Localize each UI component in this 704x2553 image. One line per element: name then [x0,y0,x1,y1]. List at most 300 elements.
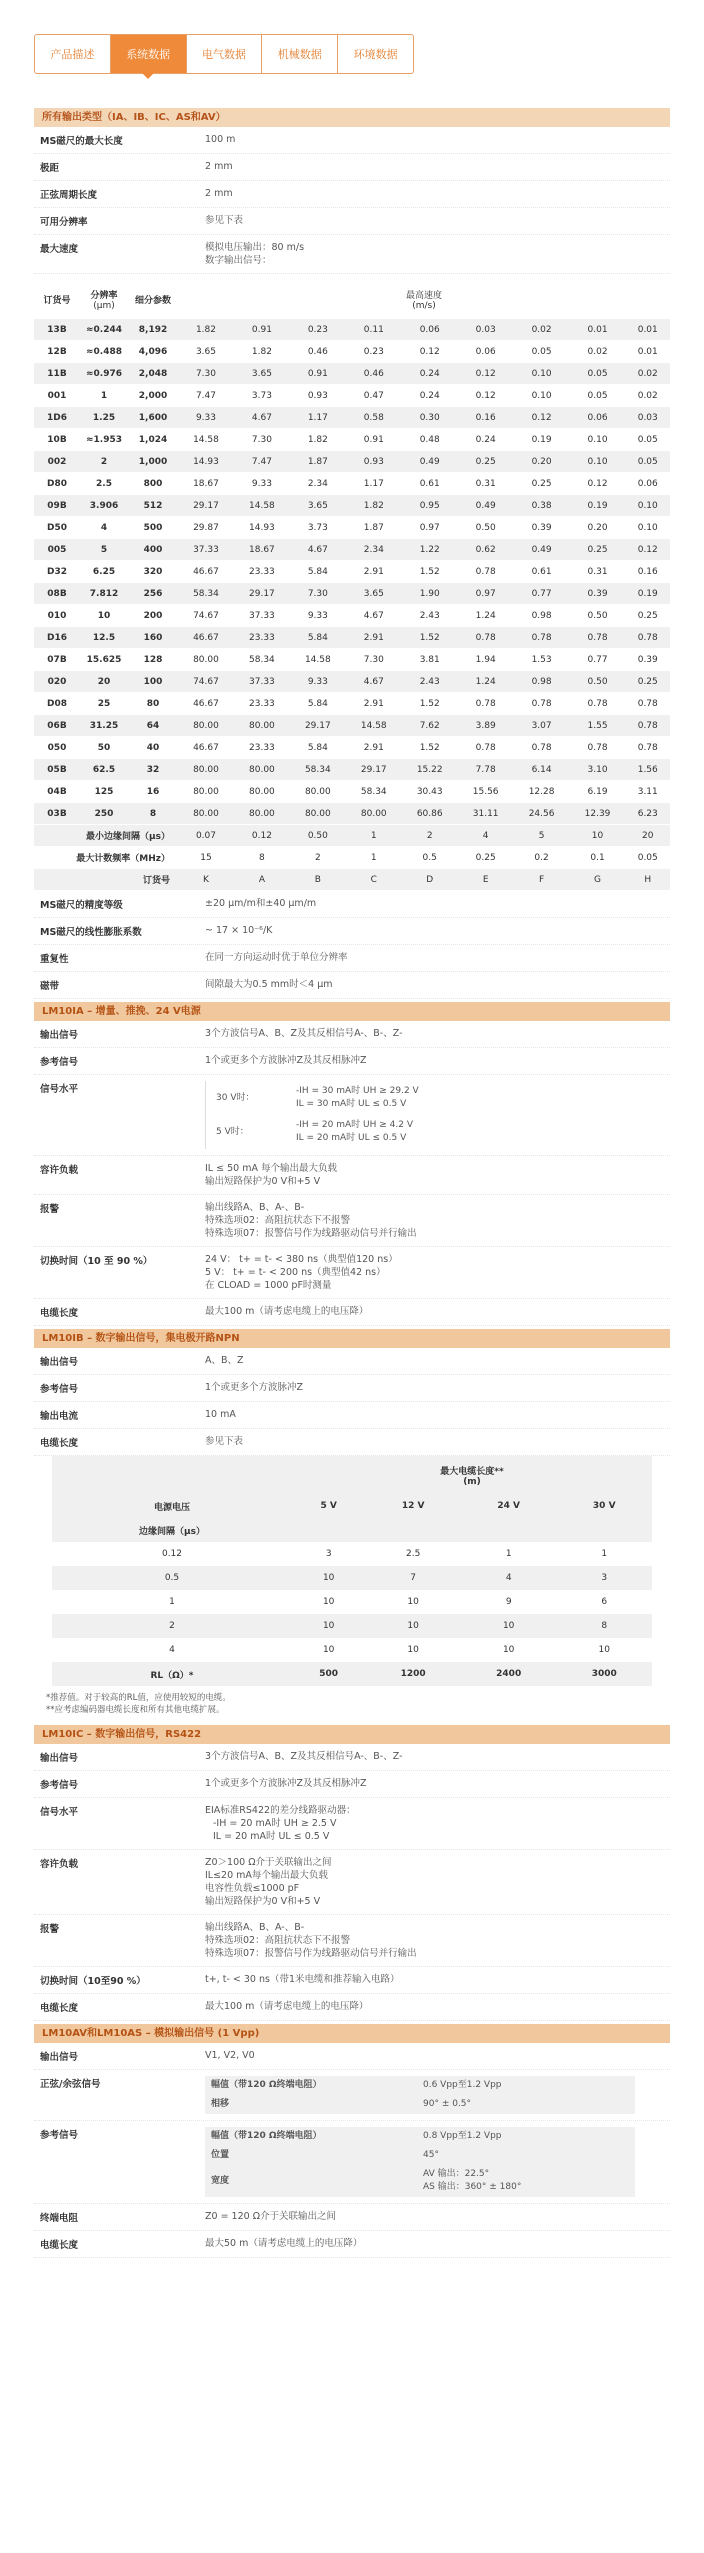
table-cell: 0.50 [570,671,626,693]
termination-label: 终端电阻 [40,2213,79,2224]
table-cell: 46.67 [178,561,234,583]
table-cell: 20 [626,825,671,847]
table-cell: 58.34 [234,649,290,671]
table-cell: 400 [128,539,178,561]
load-label: 容许负载 [40,1165,79,1176]
line: Z0＞100 Ω介于关联输出之间 [205,1857,332,1868]
table-cell: 0.16 [626,561,671,583]
table-cell: 14.58 [346,715,402,737]
table-cell: 0.61 [402,473,458,495]
table-cell: 14.58 [234,495,290,517]
table-cell: 0.01 [626,319,671,341]
table-cell: 3.906 [80,495,128,517]
table-cell: 0.78 [458,737,514,759]
table-cell: 14.93 [178,451,234,473]
level-30v: 30 V时： [216,1092,255,1103]
sincos-value [205,2070,670,2120]
table-cell: 320 [128,561,178,583]
table-cell: 11B [34,363,80,385]
note: **应考虑编码器电缆长度和所有其他电缆扩展。 [46,1705,225,1715]
spec-value: 2 mm [205,161,233,172]
spec-label: 极距 [40,163,60,174]
table-cell: ≈1.953 [80,429,128,451]
table-cell: 58.34 [178,583,234,605]
table-row [34,495,670,517]
table-row [34,561,670,583]
table-cell: 0.97 [402,517,458,539]
table-cell: 80.00 [290,781,346,803]
cable-label: 电缆长度 [40,2003,79,2014]
notes [34,1686,670,1722]
cable-row [34,2231,670,2258]
table-cell: 3.73 [234,385,290,407]
table-cell: 8,192 [128,319,178,341]
table-cell: 0.12 [514,407,570,429]
table-cell: 0.24 [458,429,514,451]
table-row [34,451,670,473]
table-cell: 80.00 [234,715,290,737]
table-cell: ≈0.244 [80,319,128,341]
table-cell: 0.05 [514,341,570,363]
rl-label: RL（Ω）* [52,1662,292,1686]
line: 特殊选项02：高阻抗状态下不报警 [205,1215,351,1226]
table-row [34,737,670,759]
spec-value: 在同一方向运动时优于单位分辨率 [205,952,348,963]
table-cell: 74.67 [178,671,234,693]
signal-level-value [205,1075,670,1155]
table-cell: 0.20 [514,451,570,473]
table-cell: 0.93 [290,385,346,407]
table-cell: 005 [34,539,80,561]
rl-cell: 500 [292,1662,365,1686]
line: 输出线路A、B、A-、B- [205,1922,305,1933]
table-cell: D16 [34,627,80,649]
table-cell: 05B [34,759,80,781]
table-row [34,715,670,737]
matrix-cell: 4 [461,1566,557,1590]
spec-value: 1个或更多个方波脉冲Z [205,1382,304,1393]
table-cell: 2,000 [128,385,178,407]
alarm-value [205,1915,670,1966]
table-cell: 0.02 [514,319,570,341]
table-cell: 7.47 [178,385,234,407]
table-cell: 0.31 [570,561,626,583]
table-cell: 2.34 [346,539,402,561]
table-cell: 46.67 [178,737,234,759]
empty-cell [556,1518,652,1542]
load-value [205,1850,670,1914]
table-cell: 0.78 [626,693,671,715]
table-cell: 12B [34,341,80,363]
table-cell: 1.24 [458,605,514,627]
table-cell: 1.82 [234,341,290,363]
table-cell: 4.67 [290,539,346,561]
spec-label: MS磁尺的精度等级 [40,900,123,911]
table-cell: 512 [128,495,178,517]
table-cell: 0.06 [402,319,458,341]
table-cell: 4.67 [234,407,290,429]
rl-cell: 3000 [556,1662,652,1686]
table-cell: 0.11 [346,319,402,341]
table-cell: 23.33 [234,627,290,649]
table-cell: 1.52 [402,693,458,715]
signal-level-row [34,1075,670,1156]
table-cell: 500 [128,517,178,539]
table-cell: 1,024 [128,429,178,451]
table-cell: 80.00 [178,715,234,737]
line: 电容性负载≤1000 pF [205,1883,300,1894]
table-cell: 46.67 [178,693,234,715]
table-row [34,605,670,627]
table-cell: 0.98 [514,605,570,627]
tab-1[interactable]: 系统数据 [111,35,187,73]
table-cell: 0.78 [570,737,626,759]
matrix-cell: 10 [322,1645,335,1655]
spec-row [34,1375,670,1402]
col-speed-title: 最高速度 [405,290,442,301]
table-cell: 6.19 [570,781,626,803]
table-cell: 0.19 [514,429,570,451]
spec-row [34,1048,670,1075]
matrix-cell: 1 [601,1549,608,1559]
table-cell: 1.82 [178,319,234,341]
footer-label: 最小边缘间隔（μs） [34,825,178,847]
table-row [34,319,670,341]
output-value: V1, V2, V0 [205,2050,255,2061]
table-row [34,341,670,363]
line: 特殊选项07：报警信号作为线路驱动信号并行输出 [205,1948,417,1959]
col-speed [178,280,670,319]
table-cell: 18.67 [178,473,234,495]
table-cell: 0.61 [514,561,570,583]
spec-value: 10 mA [205,1409,236,1420]
spec-value: 100 m [205,134,236,145]
table-cell: 0.10 [570,429,626,451]
table-cell: 37.33 [234,671,290,693]
line: 特殊选项02：高阻抗状态下不报警 [205,1935,351,1946]
col-sub: 细分参数 [128,280,178,319]
spec-label: 正弦周期长度 [40,190,98,201]
level-5v: 5 V时： [216,1126,249,1137]
table-cell: 80.00 [178,781,234,803]
table-cell: 29.17 [346,759,402,781]
table-cell: 0.31 [458,473,514,495]
table-cell: 3.73 [290,517,346,539]
volt-row [52,1494,652,1518]
spec-row [34,127,670,154]
table-cell: 0.05 [626,429,671,451]
table-cell: 15.56 [458,781,514,803]
table-cell: 8 [128,803,178,825]
rl-cell: 2400 [461,1662,557,1686]
table-cell: 0.01 [626,341,671,363]
spec-label: 参考信号 [40,1780,79,1791]
spec-label: 参考信号 [40,1384,79,1395]
table-cell: 0.24 [402,363,458,385]
spec-row [34,918,670,945]
spec-value: ~ 17 × 10⁻⁶/K [205,925,273,936]
table-cell: 4 [458,825,514,847]
matrix-cell: 0.12 [161,1549,183,1559]
volt-label: 电源电压 [52,1494,292,1518]
table-cell: 9.33 [290,605,346,627]
table-cell: 0.78 [626,715,671,737]
table-cell: 3.65 [234,363,290,385]
matrix-corner [52,1456,292,1494]
table-cell: A [234,869,290,891]
max-cable-unit: (m) [463,1476,481,1487]
note: *推荐值。对于较高的RL值，应使用较短的电缆。 [46,1693,231,1703]
table-cell: 80.00 [346,803,402,825]
table-cell: 100 [128,671,178,693]
spec-row [34,1744,670,1771]
table-cell: 1.24 [458,671,514,693]
cable-label: 电缆长度 [40,2240,79,2251]
table-cell: 0.10 [514,363,570,385]
table-cell: 9.33 [178,407,234,429]
spec-row [34,891,670,918]
table-cell: 62.5 [80,759,128,781]
table-cell: 0.91 [346,429,402,451]
tab-4[interactable]: 环境数据 [353,48,398,61]
table-cell: 7.30 [234,429,290,451]
table-cell: 020 [34,671,80,693]
table-cell: 0.50 [458,517,514,539]
edge-row [52,1518,652,1542]
table-cell: 08B [34,583,80,605]
table-cell: 64 [128,715,178,737]
switch-value: t+, t- < 30 ns（带1米电缆和推荐输入电路） [205,1974,400,1985]
line: 特殊选项07：报警信号作为线路驱动信号并行输出 [205,1228,417,1239]
table-cell: 1.87 [346,517,402,539]
table-cell: 0.39 [570,583,626,605]
load-row [34,1850,670,1915]
tab-0[interactable]: 产品描述 [35,35,111,73]
table-cell: 23.33 [234,561,290,583]
alarm-label: 报警 [40,1924,60,1935]
table-cell: 6.25 [80,561,128,583]
sincos-row [34,2070,670,2121]
table-cell: 14.58 [290,649,346,671]
cable-row [34,1299,670,1326]
table-cell: 0.62 [458,539,514,561]
matrix-cell: 1 [505,1549,512,1559]
table-cell: 80.00 [178,649,234,671]
switch-label: 切换时间（10 至 90 %） [40,1256,153,1267]
table-cell: 1 [346,847,402,869]
table-cell: 4.67 [346,671,402,693]
table-row [34,473,670,495]
table-cell: 0.25 [458,451,514,473]
table-row [34,385,670,407]
table-cell: 0.78 [514,693,570,715]
table-cell: 0.10 [626,517,671,539]
table-cell: 1.56 [626,759,671,781]
table-cell: 0.02 [626,385,671,407]
table-cell: 50 [80,737,128,759]
table-cell: 128 [128,649,178,671]
table-cell: 7.812 [80,583,128,605]
switch-row [34,1247,670,1299]
amp-value: 0.6 Vpp至1.2 Vpp [423,2080,502,2090]
table-cell: 1.25 [80,407,128,429]
switch-value [205,1247,670,1298]
table-cell: 0.12 [458,385,514,407]
empty-cell [461,1518,557,1542]
table-cell: 3.07 [514,715,570,737]
table-cell: 0.05 [570,385,626,407]
table-cell: 050 [34,737,80,759]
table-cell: 3.81 [402,649,458,671]
matrix-cell: 1 [169,1597,175,1607]
table-cell: 10 [80,605,128,627]
table-cell: 0.02 [626,363,671,385]
table-row [34,583,670,605]
table-cell: 0.49 [402,451,458,473]
table-cell: 15.625 [80,649,128,671]
spec-row [34,1021,670,1048]
level-line: -IH = 20 mA时 UH ≥ 4.2 V [296,1120,413,1130]
table-cell: 0.39 [514,517,570,539]
phase-value: 90° ± 0.5° [423,2099,472,2109]
table-cell: 0.25 [514,473,570,495]
table-cell: 3.10 [570,759,626,781]
matrix-row [52,1542,652,1566]
line: 输出短路保护为0 V和+5 V [205,1176,321,1187]
matrix-cell: 10 [407,1645,419,1655]
resolution-speed-table [34,280,670,891]
line: 输出线路A、B、A-、B- [205,1202,305,1213]
table-cell: 0.50 [290,825,346,847]
table-cell: 0.05 [626,451,671,473]
table-cell: 0.24 [402,385,458,407]
matrix-cell: 7 [365,1566,461,1590]
table-cell: 0.12 [402,341,458,363]
table-cell: D80 [34,473,80,495]
table-cell: 2.91 [346,627,402,649]
max-speed-label: 最大速度 [40,244,79,255]
table-cell: 7.78 [458,759,514,781]
table-cell: 0.38 [514,495,570,517]
table-cell: 3.65 [178,341,234,363]
table-cell: 4,096 [128,341,178,363]
table-cell: 14.93 [234,517,290,539]
table-row [34,693,670,715]
spec-row [34,154,670,181]
max-speed-value [205,235,670,273]
spec-label: 输出信号 [40,1357,79,1368]
matrix-cell: 10 [502,1645,515,1655]
table-cell: 5.84 [290,693,346,715]
table-cell: E [458,869,514,891]
line: 输出短路保护为0 V和+5 V [205,1896,321,1907]
matrix-row [52,1614,652,1638]
table-cell: 2.43 [402,671,458,693]
matrix-cell: 3 [325,1549,332,1559]
table-row [34,407,670,429]
table-cell: 0.06 [570,407,626,429]
reference-row [34,2121,670,2204]
col-res [80,280,128,319]
table-cell: 0.47 [346,385,402,407]
table-cell: 5 [514,825,570,847]
table-cell: 16 [128,781,178,803]
table-cell: 1 [346,825,402,847]
volt-cell: 5 V [292,1494,365,1518]
phase-label: 相移 [211,2099,230,2109]
table-cell: 7.30 [346,649,402,671]
spec-value: 参见下表 [205,1436,244,1447]
tab-2[interactable]: 电气数据 [187,35,263,73]
table-cell: 12.39 [570,803,626,825]
table-cell: 0.12 [626,539,671,561]
table-cell: ≈0.976 [80,363,128,385]
matrix-cell: 10 [407,1597,419,1607]
spec-value: 1个或更多个方波脉冲Z及其反相脉冲Z [205,1778,367,1789]
spec-value: 间隙最大为0.5 mm时＜4 μm [205,979,333,990]
table-cell: 250 [80,803,128,825]
table-cell: C [346,869,402,891]
table-cell: 80.00 [178,803,234,825]
table-cell: 0.03 [626,407,671,429]
table-cell: 1.52 [402,737,458,759]
table-cell: B [290,869,346,891]
matrix-row [52,1566,652,1590]
tab-3[interactable]: 机械数据 [262,35,338,73]
spec-value: 3个方波信号A、B、Z及其反相信号A-、B-、Z- [205,1028,403,1039]
rl-row [52,1662,652,1686]
table-cell: D [402,869,458,891]
load-label: 容许负载 [40,1859,79,1870]
table-cell: 12.28 [514,781,570,803]
amp-value: 0.8 Vpp至1.2 Vpp [423,2131,502,2141]
speed-line: 模拟电压输出：80 m/s [205,242,305,253]
table-cell: 0.02 [570,341,626,363]
spec-row [34,181,670,208]
table-cell: 5.84 [290,737,346,759]
signal-level-value [205,1798,670,1849]
line: EIA标准RS422的差分线路驱动器： [205,1805,356,1816]
table-row [34,627,670,649]
table-cell: 37.33 [178,539,234,561]
table-row [34,803,670,825]
table-cell: 0.2 [514,847,570,869]
table-cell: 1.53 [514,649,570,671]
table-cell: 1.94 [458,649,514,671]
spec-value: 3个方波信号A、B、Z及其反相信号A-、B-、Z- [205,1751,403,1762]
line: 24 V： t+ = t- < 380 ns（典型值120 ns） [205,1254,398,1265]
table-cell: 0.01 [570,319,626,341]
line: IL = 20 mA时 UL ≤ 0.5 V [213,1831,330,1842]
table-footer-row [34,825,670,847]
max-cable-header [292,1456,652,1494]
table-cell: 04B [34,781,80,803]
spec-row [34,972,670,999]
table-cell: G [570,869,626,891]
matrix-header [52,1456,652,1494]
table-cell: 0.46 [290,341,346,363]
section-title-lm10ia: LM10IA – 增量、推挽、24 V电源 [34,1002,670,1021]
table-cell: 1.82 [346,495,402,517]
spec-row [34,1402,670,1429]
spec-row [34,1771,670,1798]
spec-label: 参考信号 [40,1057,79,1068]
table-cell: 0.78 [514,737,570,759]
spec-label: 输出信号 [40,1030,79,1041]
table-row [34,539,670,561]
table-cell: 2 [80,451,128,473]
table-cell: 0.46 [346,363,402,385]
